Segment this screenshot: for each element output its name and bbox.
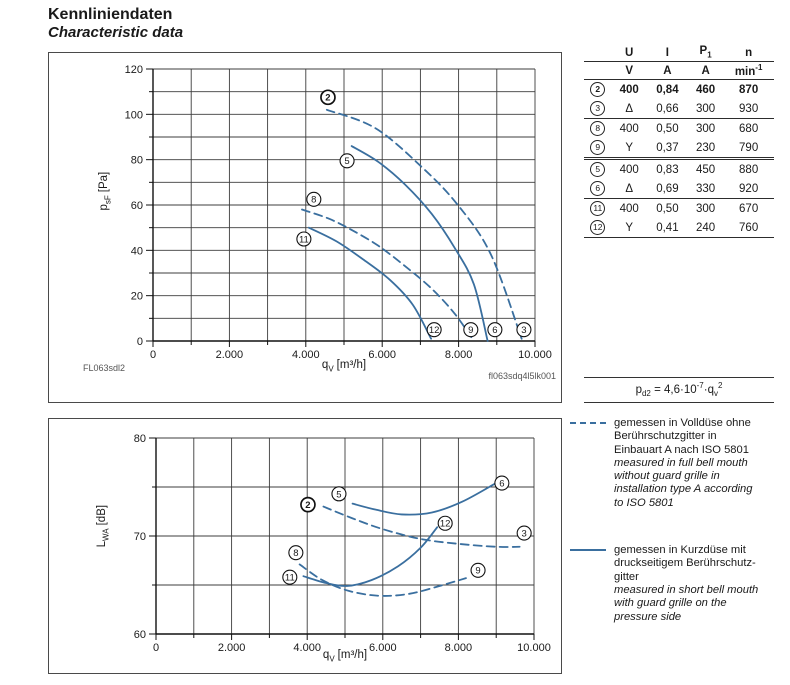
table-row <box>584 179 774 199</box>
formula-body2: ·q <box>703 383 714 396</box>
column-header-sub: 1 <box>707 50 712 60</box>
power-cell: 460 <box>696 83 716 96</box>
grid <box>156 438 534 634</box>
ticks <box>149 438 534 640</box>
electrical-data-table <box>584 44 774 238</box>
curve-label-11: 11 <box>298 234 309 246</box>
speed-cell: 920 <box>723 179 774 199</box>
y-axis-subscript: sF <box>103 195 113 205</box>
current-cell: 0,69 <box>647 179 688 199</box>
column-header-text: n <box>745 46 753 59</box>
x-tick-label: 0 <box>152 642 160 654</box>
column-unit-text: A <box>701 64 710 77</box>
speed-cell: 880 <box>739 163 759 176</box>
legend-text-block <box>614 544 758 624</box>
dynamic-pressure-formula <box>584 377 774 403</box>
formula-body: = 4,6·10 <box>650 383 697 396</box>
curve-label-12: 12 <box>428 325 440 337</box>
table-corner-cell <box>584 62 612 80</box>
pressure-y-axis-title <box>98 172 112 211</box>
noise-chart <box>48 418 562 674</box>
table-units-row <box>584 62 774 80</box>
page-subtitle: Characteristic data <box>48 24 184 41</box>
table-body <box>584 80 774 238</box>
curve-number-cell <box>584 99 612 119</box>
y-tick-label: 120 <box>124 64 143 76</box>
curve-label-3: 3 <box>521 325 527 337</box>
y-tick-label: 0 <box>136 336 143 348</box>
formula-lhs: p <box>635 383 642 396</box>
legend-text-en: without guard grille in <box>614 470 720 483</box>
power-cell: 300 <box>688 99 723 119</box>
legend-text-en: with guard grille on the <box>614 597 727 610</box>
circled-number: 5 <box>590 162 605 177</box>
y-axis-symbol: p <box>98 204 111 211</box>
curve-11-12 <box>309 228 431 339</box>
power-cell: 330 <box>688 179 723 199</box>
column-header-text: I <box>665 46 669 59</box>
y-tick-label: 80 <box>130 154 143 167</box>
speed-cell: 670 <box>739 202 759 215</box>
speed-cell: 760 <box>723 218 774 238</box>
column-header <box>647 44 688 62</box>
table-header-row <box>584 44 774 62</box>
legend-text-de: Einbauart A nach ISO 5801 <box>614 443 749 456</box>
legend-text-en: measured in full bell mouth <box>614 456 748 469</box>
current-cell: 0,50 <box>656 202 679 215</box>
y-tick-label: 60 <box>130 200 143 212</box>
table-head <box>584 44 774 80</box>
page-title: Kennliniendaten <box>48 6 173 23</box>
curve-number-cell <box>584 138 612 159</box>
speed-cell: 680 <box>739 122 759 135</box>
power-cell: 300 <box>696 122 716 135</box>
ticks <box>146 69 535 347</box>
voltage-cell: Δ <box>612 179 647 199</box>
voltage-cell: 400 <box>619 122 639 135</box>
column-unit-text: A <box>663 64 672 77</box>
x-tick-label: 2.000 <box>215 349 244 361</box>
noise-chart-canvas <box>49 419 561 673</box>
curve-2-3 <box>323 507 519 547</box>
x-tick-label: 8.000 <box>444 349 473 361</box>
current-cell: 0,41 <box>647 218 688 238</box>
table-row <box>584 159 774 180</box>
curve-label-8: 8 <box>311 194 317 206</box>
curve-5-6 <box>353 484 495 515</box>
y-axis-unit: [Pa] <box>98 171 111 193</box>
current-cell: 0,83 <box>656 163 679 176</box>
curve-label-6: 6 <box>492 325 498 337</box>
voltage-cell: 400 <box>619 202 639 215</box>
y-tick-label: 100 <box>124 109 143 122</box>
column-unit <box>688 62 723 80</box>
curve-number-cell <box>584 80 612 100</box>
x-tick-label: 6.000 <box>369 642 397 654</box>
table-row <box>584 99 774 119</box>
drawing-code-left: FL063sdl2 <box>83 363 126 373</box>
x-tick-label: 0 <box>149 349 157 361</box>
pressure-chart <box>48 52 562 403</box>
circled-number: 12 <box>590 220 605 235</box>
curve-label-3: 3 <box>521 528 527 540</box>
x-tick-label: 2.000 <box>217 642 246 654</box>
x-axis-unit: [m³/h] <box>337 649 368 661</box>
noise-y-axis-title <box>96 505 110 547</box>
power-cell: 240 <box>688 218 723 238</box>
voltage-cell: Δ <box>612 99 647 119</box>
legend-text-de: gemessen in Kurzdüse mit <box>614 544 746 557</box>
speed-cell: 790 <box>723 138 774 159</box>
column-unit-text: min <box>734 65 756 78</box>
noise-x-axis-title <box>156 649 534 663</box>
pressure-x-axis-title <box>153 359 535 373</box>
column-header-text: P <box>699 45 708 58</box>
y-axis-symbol: L <box>96 540 109 548</box>
column-header <box>723 44 774 62</box>
x-tick-label: 10.000 <box>518 349 552 361</box>
legend-text-en: pressure side <box>614 610 682 623</box>
y-tick-label: 70 <box>133 531 146 543</box>
curve-label-5: 5 <box>336 489 342 501</box>
legend-text-de: gemessen in Volldüse ohne <box>614 417 751 429</box>
circled-number: 2 <box>590 82 605 97</box>
formula-lhs-sub: d2 <box>641 389 651 399</box>
curve-8-9 <box>302 210 474 341</box>
pressure-chart-canvas <box>49 53 561 402</box>
power-cell: 450 <box>696 163 716 176</box>
x-axis-symbol: q <box>321 359 329 371</box>
current-cell: 0,66 <box>647 99 688 119</box>
curve-label-9: 9 <box>475 565 481 577</box>
y-axis-subscript: WA <box>101 528 111 541</box>
curve-number-cell <box>584 159 612 180</box>
circled-number: 9 <box>590 140 605 155</box>
dashed-line-icon <box>570 422 606 424</box>
voltage-cell: 400 <box>619 163 639 176</box>
legend-item <box>570 544 788 624</box>
current-cell: 0,84 <box>656 83 679 96</box>
table-row <box>584 119 774 139</box>
curve-label-11: 11 <box>284 572 295 584</box>
x-tick-label: 4.000 <box>293 642 321 654</box>
formula-q-sub: v <box>713 389 718 399</box>
curve-label-2: 2 <box>325 92 331 104</box>
x-axis-subscript: V <box>329 654 335 664</box>
column-unit <box>647 62 688 80</box>
column-header <box>612 44 647 62</box>
curve-5-6 <box>352 146 488 341</box>
legend-item <box>570 417 788 510</box>
column-header <box>688 44 723 62</box>
circled-number: 3 <box>590 101 605 116</box>
x-tick-label: 4.000 <box>292 349 320 361</box>
current-cell: 0,37 <box>647 138 688 159</box>
voltage-cell: Y <box>612 218 647 238</box>
column-header-text: U <box>625 46 634 59</box>
voltage-cell: Y <box>612 138 647 159</box>
curve-label-9: 9 <box>468 325 474 337</box>
curve-number-cell <box>584 199 612 219</box>
curve-label-8: 8 <box>293 548 299 560</box>
x-tick-label: 8.000 <box>444 642 473 654</box>
legend-text-en: to ISO 5801 <box>614 496 674 509</box>
formula-square: 2 <box>717 381 723 390</box>
table-row <box>584 199 774 219</box>
curve-label-2: 2 <box>305 500 311 512</box>
column-unit-text: V <box>625 64 634 77</box>
circled-number: 6 <box>590 181 605 196</box>
y-tick-label: 60 <box>133 629 146 641</box>
x-axis-symbol: q <box>322 649 330 661</box>
table-row <box>584 80 774 100</box>
power-cell: 230 <box>688 138 723 159</box>
measurement-legend <box>570 417 788 658</box>
table-corner-cell <box>584 44 612 62</box>
current-cell: 0,50 <box>656 122 679 135</box>
circled-number: 11 <box>590 201 605 216</box>
drawing-code-right: fl063sdq4l5lk001 <box>488 371 556 381</box>
speed-cell: 930 <box>723 99 774 119</box>
legend-text-de: gitter <box>614 570 639 583</box>
voltage-cell: 400 <box>619 83 639 96</box>
power-cell: 300 <box>696 202 716 215</box>
x-axis-unit: [m³/h] <box>336 359 367 371</box>
column-unit <box>723 62 774 80</box>
x-tick-label: 10.000 <box>517 642 551 654</box>
curve-label-6: 6 <box>499 478 505 490</box>
x-tick-label: 6.000 <box>368 349 396 361</box>
solid-line-icon <box>570 549 606 551</box>
legend-text-block <box>614 417 752 510</box>
y-axis-unit: [dB] <box>96 504 109 526</box>
circled-number: 8 <box>590 121 605 136</box>
column-unit <box>612 62 647 80</box>
x-axis-subscript: V <box>328 364 334 374</box>
curve-number-cell <box>584 119 612 139</box>
y-tick-label: 20 <box>130 290 143 303</box>
y-tick-label: 80 <box>133 433 146 445</box>
column-unit-sup: -1 <box>755 63 763 73</box>
table-row <box>584 138 774 159</box>
table-row <box>584 218 774 238</box>
curve-number-cell <box>584 179 612 199</box>
legend-text-de: Berührschutzgitter in <box>614 430 717 443</box>
curve-2-3 <box>327 110 522 339</box>
formula-exponent: -7 <box>696 381 704 390</box>
curve-label-5: 5 <box>344 156 350 168</box>
legend-text-de: druckseitigem Berührschutz- <box>614 557 756 570</box>
electrical-data-table-wrap <box>584 44 774 238</box>
legend-text-en: installation type A according <box>614 483 753 496</box>
curve-label-12: 12 <box>439 518 451 530</box>
legend-text-en: measured in short bell mouth <box>614 583 759 596</box>
curve-number-cell <box>584 218 612 238</box>
speed-cell: 870 <box>739 83 759 96</box>
y-tick-label: 40 <box>130 245 143 258</box>
